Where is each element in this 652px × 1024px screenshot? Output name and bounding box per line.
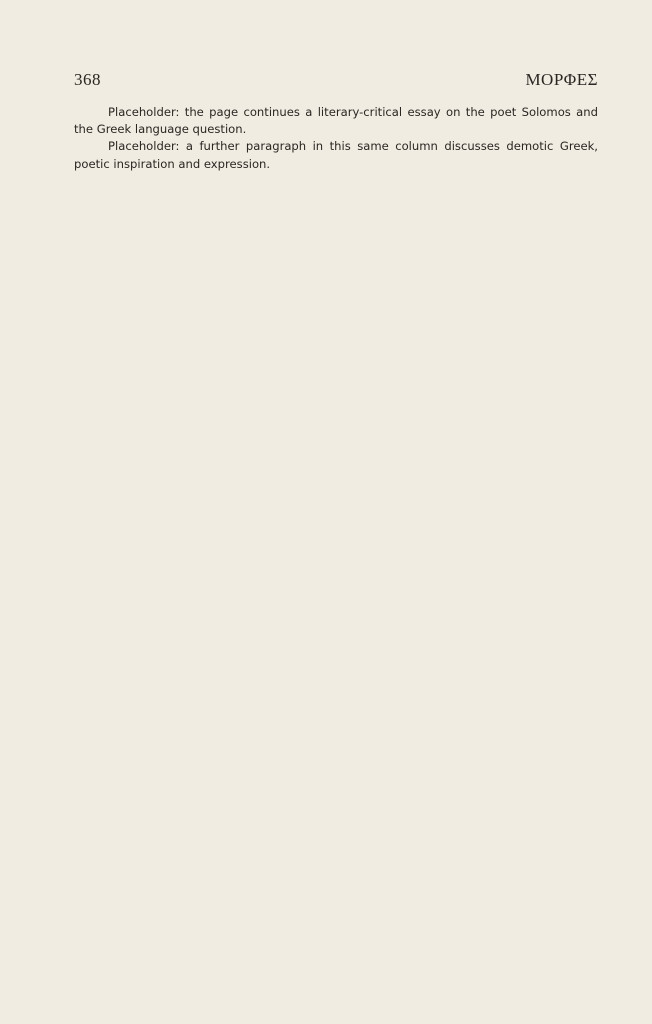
page-header — [74, 70, 598, 90]
body-text — [74, 104, 598, 173]
paragraph: Placeholder: the page continues a literary-critical essay on the poet Solomos and the Greek language question. — [74, 105, 598, 137]
paragraph: Placeholder: a further paragraph in this same column discusses demotic Greek, poetic inspiration and expression. — [74, 139, 598, 171]
running-title: ΜΟΡΦΕΣ — [525, 70, 598, 89]
page-number: 368 — [74, 70, 101, 89]
